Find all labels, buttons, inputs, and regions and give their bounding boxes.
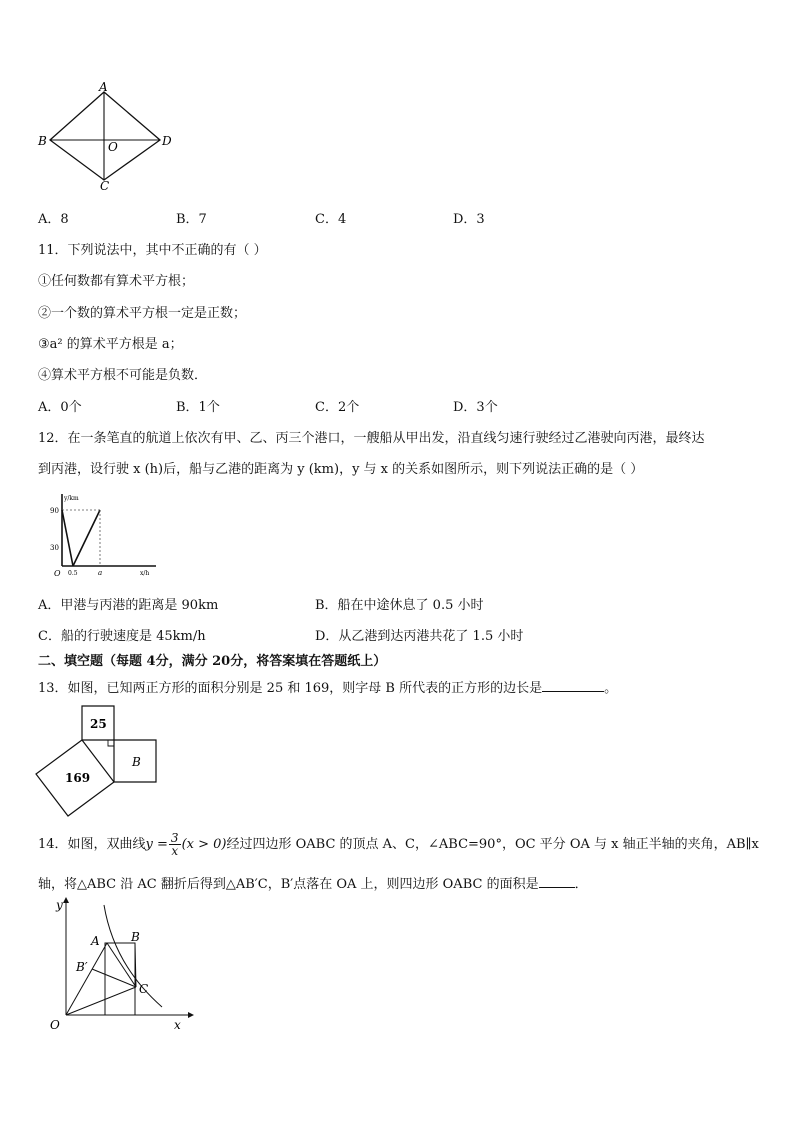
q13-end: 。 [604, 681, 618, 696]
q14-end: ． [574, 877, 588, 892]
q14-fraction [169, 832, 181, 857]
hyper-label-b: B [131, 930, 140, 944]
label-c: C [100, 179, 110, 192]
graph-tick-a: a [98, 569, 103, 577]
q11-item-2: ②一个数的算术平方根一定是正数； [38, 306, 247, 321]
square-25: 25 [90, 717, 107, 731]
q13-stem: 13．如图，已知两正方形的面积分别是 25 和 169，则字母 B 所代表的正方形的边长是 [38, 681, 543, 696]
q14-answer-blank[interactable] [539, 875, 575, 888]
q11-option-a[interactable]: A．0个 [38, 400, 82, 415]
q14-stem-line2 [38, 873, 588, 892]
q12-option-d[interactable]: D．从乙港到达丙港共花了 1.5 小时 [315, 629, 524, 644]
hyper-label-bp: B′ [76, 960, 88, 974]
hyper-label-a: A [91, 934, 100, 948]
hyper-label-c: C [139, 982, 149, 996]
q14-frac-den: x [171, 844, 179, 858]
q14-rest1: 经过四边形 OABC 的顶点 A、C，∠ABC=90°，OC 平分 OA 与 x 轴正半轴的夹角，AB∥x [226, 837, 759, 852]
q11-item-1: ①任何数都有算术平方根； [38, 274, 195, 289]
q11-item-3: ③a² 的算术平方根是 a； [38, 337, 183, 352]
q12-stem-line2: 到丙港，设行驶 x (h)后，船与乙港的距离为 y (km)，y 与 x 的关系如图所示，则下列说法正确的是（ ） [38, 462, 644, 477]
section-title: 二、填空题（每题 4分，满分 20分，将答案填在答题纸上） [38, 654, 387, 669]
q11-option-b[interactable]: B．1个 [176, 400, 220, 415]
label-o: O [108, 140, 118, 154]
q13-stem-line [38, 677, 617, 696]
q10-option-a[interactable]: A．8 [38, 212, 69, 227]
q12-option-b[interactable]: B．船在中途休息了 0.5 小时 [315, 598, 484, 613]
graph-tick-05: 0.5 [68, 570, 78, 577]
q14-eq-y: y = [145, 837, 168, 852]
graph-ylabel: y/km [64, 495, 79, 502]
graph-xlabel: x/h [140, 570, 150, 577]
q11-option-c[interactable]: C．2个 [315, 400, 360, 415]
q14-cond: (x > 0) [181, 837, 227, 852]
q14-frac-num: 3 [170, 831, 179, 845]
q13-squares-figure [34, 702, 164, 820]
q11-item-4: ④算术平方根不可能是负数． [38, 368, 208, 383]
q14-stem-line1 [38, 832, 759, 858]
hyper-label-x: x [174, 1018, 181, 1032]
q10-option-b[interactable]: B．7 [176, 212, 207, 227]
q10-option-c[interactable]: C．4 [315, 212, 347, 227]
q11-option-d[interactable]: D．3个 [453, 400, 498, 415]
graph-tick-30: 30 [50, 544, 59, 552]
q12-stem-line1: 12．在一条笔直的航道上依次有甲、乙、丙三个港口，一艘船从甲出发，沿直线匀速行驶经过乙港驶向丙港，最终达 [38, 431, 705, 446]
graph-tick-90: 90 [50, 507, 59, 515]
q11-stem: 11．下列说法中，其中不正确的有（ ） [38, 243, 267, 258]
label-a: A [99, 80, 108, 94]
hyper-label-o: O [50, 1018, 60, 1032]
q12-option-a[interactable]: A．甲港与丙港的距离是 90km [38, 598, 219, 613]
q12-graph [40, 490, 160, 580]
label-b: B [38, 134, 47, 148]
q12-option-c[interactable]: C．船的行驶速度是 45km/h [38, 629, 206, 644]
graph-origin: O [54, 569, 61, 578]
hyper-label-y: y [56, 898, 63, 912]
q10-option-d[interactable]: D．3 [453, 212, 485, 227]
square-169: 169 [65, 771, 91, 785]
square-b: B [132, 755, 141, 769]
q14-hyperbola-figure [36, 895, 196, 1035]
rhombus-figure [34, 80, 184, 192]
q13-answer-blank[interactable] [542, 679, 604, 692]
q14-prefix: 14．如图，双曲线 [38, 837, 146, 852]
label-d: D [162, 134, 172, 148]
q14-line2: 轴，将△ABC 沿 AC 翻折后得到△AB′C，B′点落在 OA 上，则四边形 OABC 的面积是 [38, 877, 539, 892]
